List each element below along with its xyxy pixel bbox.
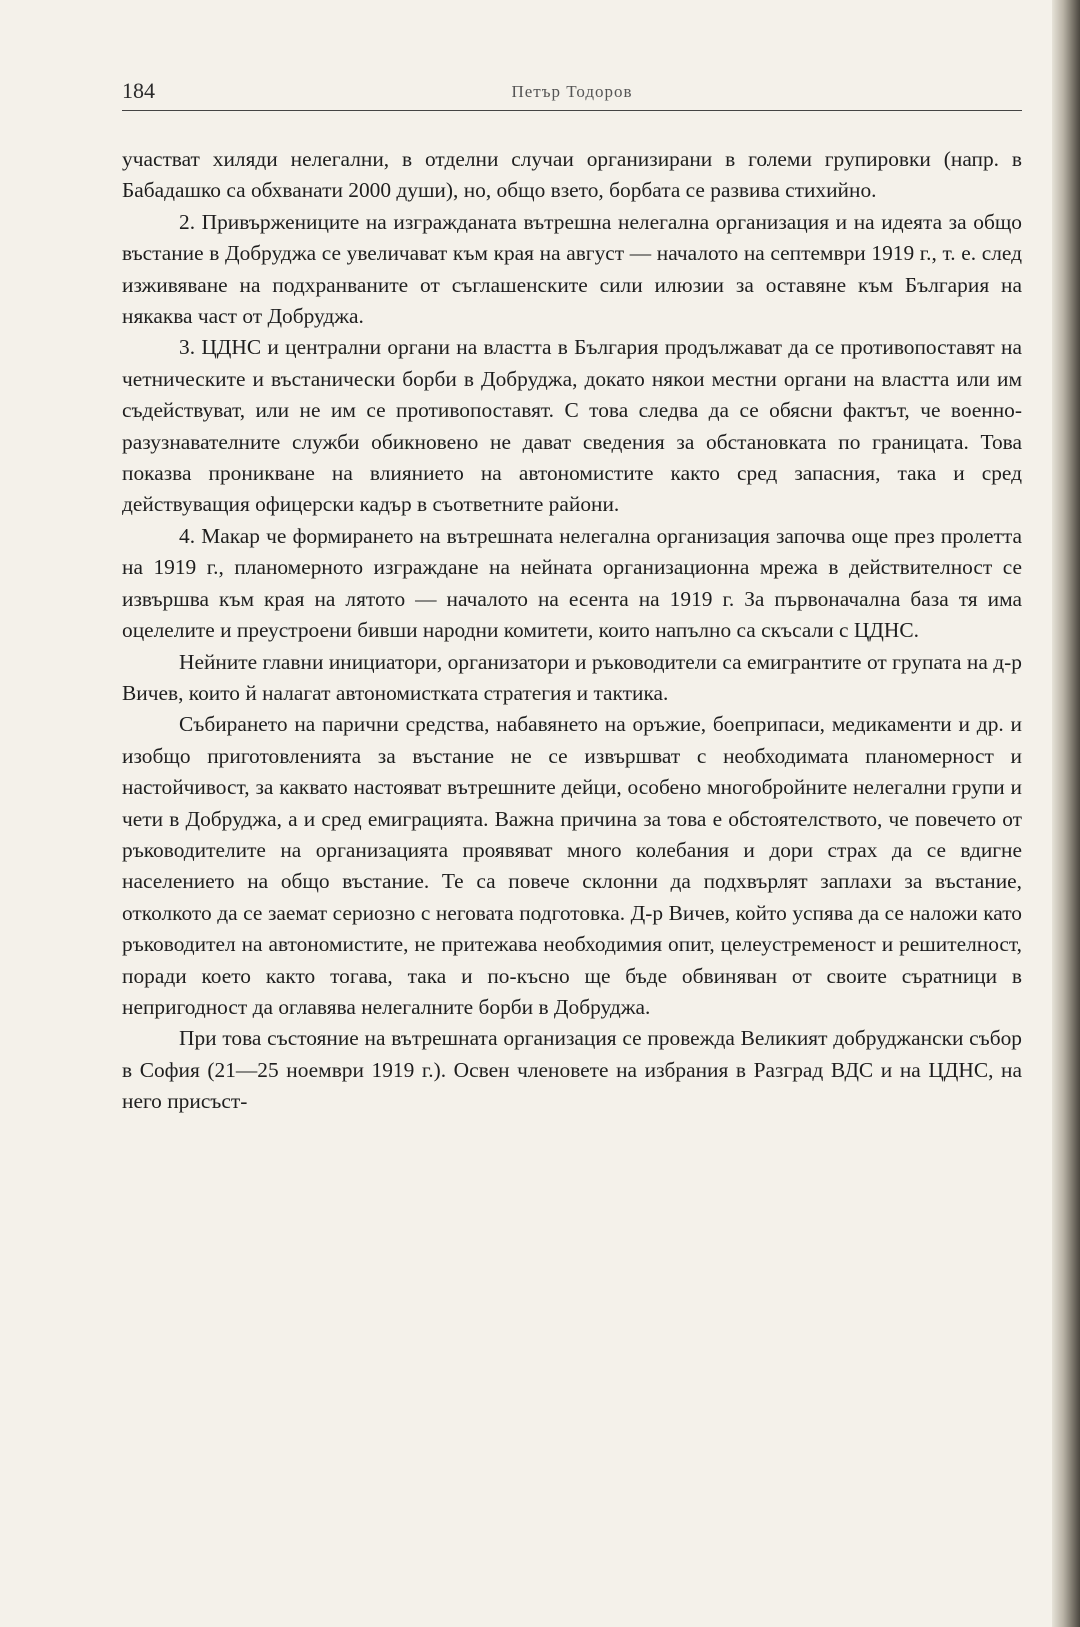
- book-spine-shadow: [1052, 0, 1080, 1627]
- page-number: 184: [122, 78, 155, 103]
- paragraph: При това състояние на вътрешната организация се провежда Великият добруджански събор в София (21—25 ноември 1919 г.). Освен членовете на избрания в Разград ВДС и на ЦДНС, на него присъст-: [122, 1026, 1022, 1114]
- paragraph: 3. ЦДНС и централни органи на властта в България продължават да се противопоставят на четническите и въстанически борби в Добруджа, докато някои местни органи на властта или им съдействуват, или не им се противопоставят. С това следва да се обясни фактът, че военно-разузнавателните служби обикновено не дават сведения за обстановката по границата. Това показва проникване на влиянието на автономистите както сред запасния, така и сред действуващия офицерски кадър в съответните райони.: [122, 335, 1022, 517]
- paragraph: Нейните главни инициатори, организатори и ръководители са емигрантите от групата на д-р Вичев, които й налагат автономистката стратегия и тактика.: [122, 649, 1022, 705]
- paragraph: Събирането на парични средства, набавянето на оръжие, боеприпаси, медикаменти и др. и изобщо приготовленията за въстание не се извършват с необходимата планомерност и настойчивост, за каквато настояват вътрешните дейци, особено многобройните нелегални групи и чети в Добруджа, а и сред емиграцията. Важна причина за това е обстоятелството, че повечето от ръководителите на организацията проявяват много колебания и дори страх да се вдигне населението на общо въстание. Те са повече склонни да подхвърлят заплахи за въстание, отколкото да се заемат сериозно с неговата подготовка. Д-р Вичев, който успява да се наложи като ръководител на автономистите, не притежава необходимия опит, целеустременост и решителност, поради което както тогава, така и по-късно ще бъде обвиняван от своите съратници в непригодност да оглавява нелегалните борби в Добруджа.: [122, 712, 1022, 1019]
- body-text: [122, 144, 1022, 1118]
- running-head: Петър Тодоров: [511, 82, 633, 101]
- page-header: [122, 78, 1022, 108]
- paragraph: 4. Макар че формирането на вътрешната нелегална организация започва още през пролетта на 1919 г., планомерното изграждане на нейната организационна мрежа в действителност се извършва към края на лятото — началото на есента на 1919 г. За първоначална база тя има оцелелите и преустроени бивши народни комитети, които напълно са скъсали с ЦДНС.: [122, 523, 1022, 643]
- paragraph: участват хиляди нелегални, в отделни случаи организирани в големи групировки (напр. в Бабадашко са обхванати 2000 души), но, общо взето, борбата се развива стихийно.: [122, 147, 1022, 203]
- header-rule: [122, 110, 1022, 111]
- paragraph: 2. Привържениците на изгражданата вътрешна нелегална организация и на идеята за общо въстание в Добруджа се увеличават към края на август — началото на септември 1919 г., т. е. след изживяване на подхранваните от съглашенските сили илюзии за оставяне към България на някаква част от Добруджа.: [122, 209, 1022, 329]
